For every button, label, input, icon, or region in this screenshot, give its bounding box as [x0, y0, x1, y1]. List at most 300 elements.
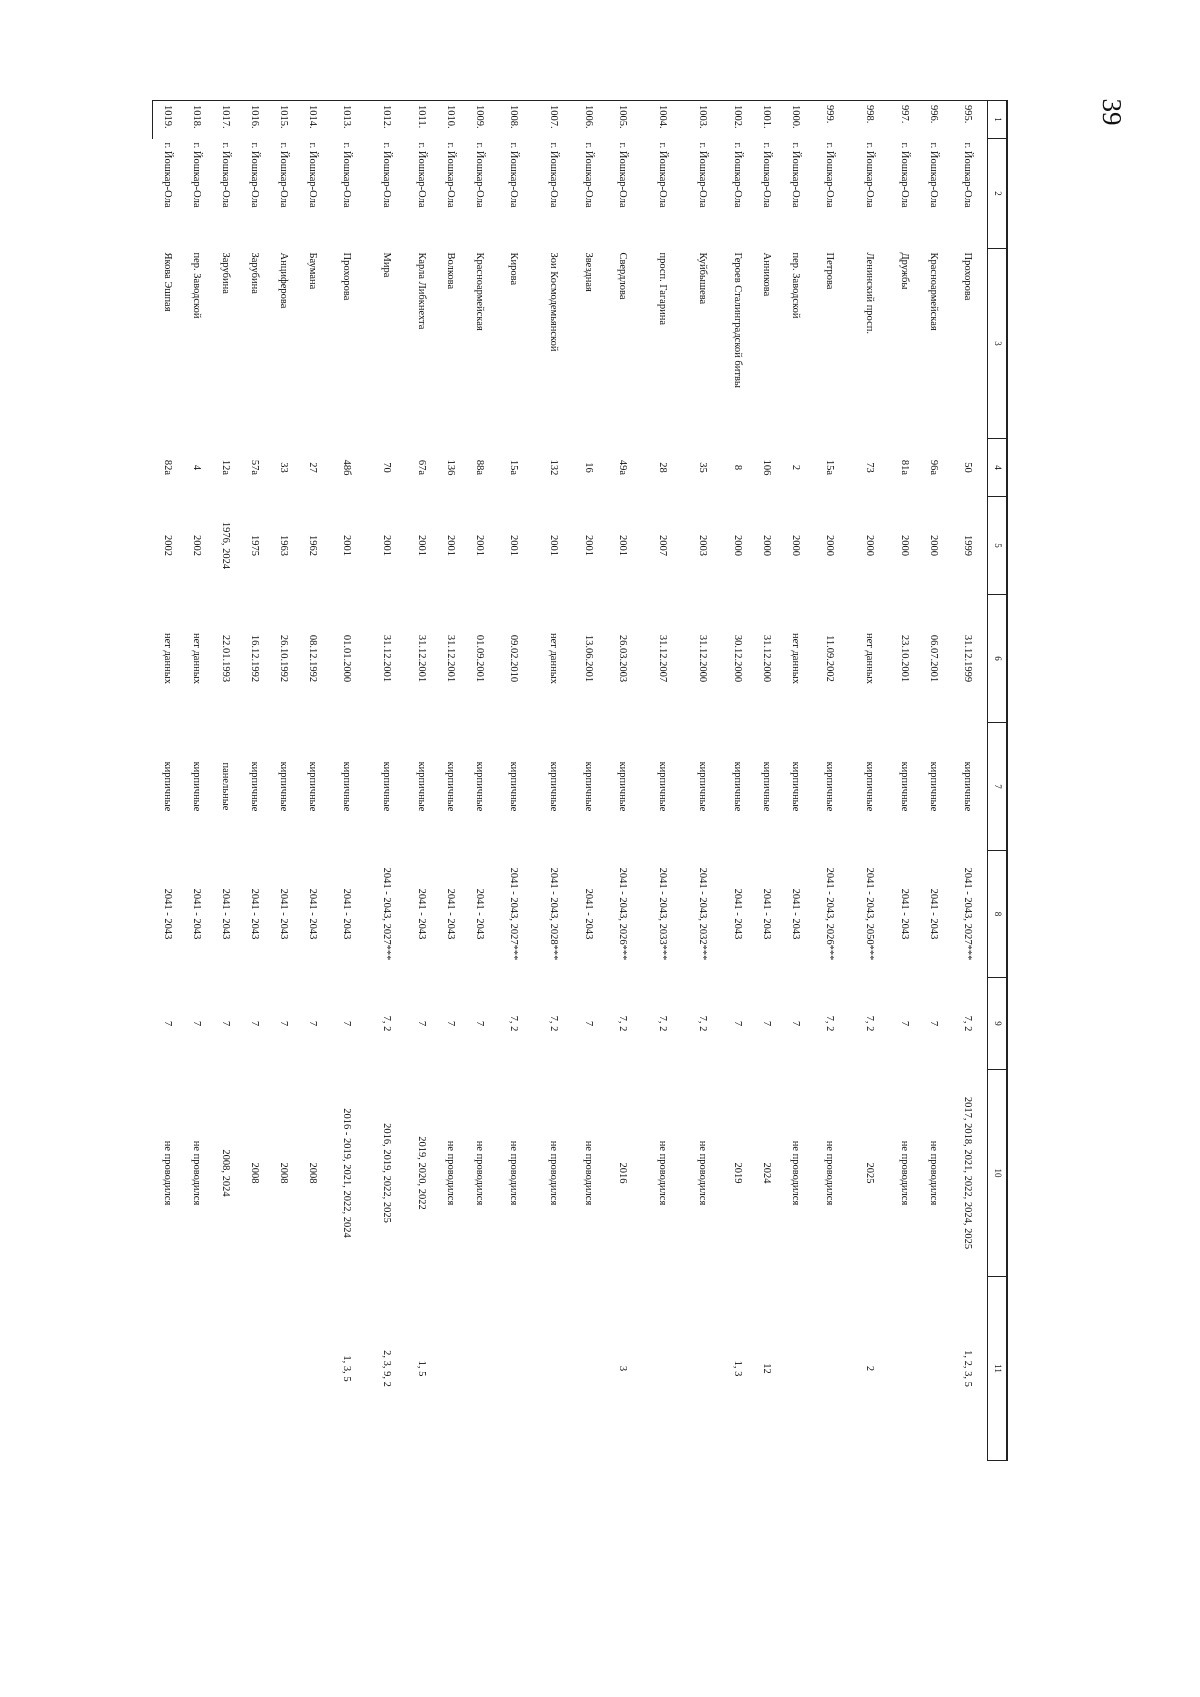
city-cell: г. Йошкар-Ола	[161, 142, 173, 208]
wall-material-cell: кирпичные	[381, 761, 393, 812]
date-cell: нет данных	[190, 632, 202, 685]
row-number-cell: 1011.	[407, 101, 436, 139]
house-number-cell: 27	[306, 462, 318, 473]
planned-period-cell: 2041 - 2043, 2027***	[508, 867, 520, 961]
column-10-cell: не проводился	[444, 1140, 456, 1206]
row-number-cell: 1003.	[683, 101, 723, 139]
wall-material-cell: кирпичные	[277, 761, 289, 812]
column-9-cell: 7	[444, 1020, 456, 1027]
house-number-cell: 16	[582, 462, 594, 473]
wall-material-cell: кирпичные	[473, 761, 485, 812]
row-number-cell: 1005.	[603, 101, 643, 139]
year-cell: 2001	[582, 535, 594, 556]
wall-material-cell: кирпичные	[415, 761, 427, 812]
year-cell: 2001	[444, 535, 456, 556]
city-cell: г. Йошкар-Ола	[697, 142, 709, 208]
city-cell: г. Йошкар-Ола	[760, 142, 772, 208]
year-cell: 2000	[731, 535, 743, 556]
street-cell: Зарубина	[219, 252, 231, 294]
house-number-cell: 73	[864, 462, 876, 473]
row-number-cell: 1017.	[211, 101, 240, 139]
planned-period-cell: 2041 - 2043	[341, 888, 353, 940]
wall-material-cell: кирпичные	[548, 761, 560, 812]
year-cell: 2001	[381, 535, 393, 556]
wall-material-cell: кирпичные	[962, 761, 974, 812]
street-cell: Героев Сталинградской битвы	[731, 252, 743, 388]
planned-period-cell: 2041 - 2043	[219, 888, 231, 940]
table-row	[298, 101, 327, 1461]
column-10-cell: 2016 - 2019, 2021, 2022, 2024	[341, 1108, 353, 1238]
year-cell: 1999	[962, 535, 974, 556]
house-number-cell: 106	[760, 459, 772, 476]
planned-period-cell: 2041 - 2043	[306, 888, 318, 940]
planned-period-cell: 2041 - 2043	[789, 888, 801, 940]
planned-period-cell: 2041 - 2043	[415, 888, 427, 940]
column-10-cell: не проводился	[161, 1140, 173, 1206]
column-header: 11	[988, 1277, 1008, 1461]
wall-material-cell: кирпичные	[306, 761, 318, 812]
column-10-cell: не проводился	[898, 1140, 910, 1206]
wall-material-cell: кирпичные	[927, 761, 939, 812]
column-10-cell: 2024	[760, 1162, 772, 1184]
row-number-cell: 1004.	[643, 101, 683, 139]
column-10-cell: 2008	[306, 1162, 318, 1184]
street-cell: Дружбы	[898, 252, 910, 290]
column-11-cell	[269, 1277, 298, 1461]
house-number-cell: 81а	[898, 459, 910, 476]
row-number-cell: 1009.	[465, 101, 494, 139]
date-cell: 30.12.2000	[731, 634, 743, 683]
planned-period-cell: 2041 - 2043	[190, 888, 202, 940]
column-9-cell: 7, 2	[864, 1015, 876, 1032]
column-9-cell: 7, 2	[697, 1015, 709, 1032]
city-cell: г. Йошкар-Ола	[306, 142, 318, 208]
table-row	[810, 101, 850, 1461]
table-row	[367, 101, 407, 1461]
street-cell: Красноармейская	[927, 252, 939, 331]
row-number-cell: 998.	[850, 101, 890, 139]
wall-material-cell: кирпичные	[444, 761, 456, 812]
wall-material-cell: кирпичные	[508, 761, 520, 812]
column-9-cell: 7, 2	[962, 1015, 974, 1032]
column-10-cell: не проводился	[582, 1140, 594, 1206]
column-11-cell	[890, 1277, 919, 1461]
date-cell: нет данных	[864, 632, 876, 685]
year-cell: 1976, 2024	[219, 521, 231, 570]
table-row	[723, 101, 752, 1461]
column-11-cell: 2	[864, 1365, 876, 1372]
wall-material-cell: кирпичные	[582, 761, 594, 812]
column-9-cell: 7	[190, 1020, 202, 1027]
column-11-cell	[182, 1277, 211, 1461]
date-cell: нет данных	[789, 632, 801, 685]
table-row	[574, 101, 603, 1461]
column-10-cell: не проводился	[824, 1140, 836, 1206]
table-row	[683, 101, 723, 1461]
column-11-cell: 1, 3, 5	[341, 1355, 353, 1382]
column-11-cell: 3	[617, 1365, 629, 1372]
column-header: 6	[988, 595, 1008, 723]
planned-period-cell: 2041 - 2043, 2026***	[617, 867, 629, 961]
street-cell: просп. Гагарина	[657, 252, 669, 325]
year-cell: 2000	[824, 535, 836, 556]
street-cell: Волкова	[444, 252, 456, 290]
street-cell: Ленинский просп.	[864, 252, 876, 334]
housing-register-table	[152, 100, 1008, 1461]
date-cell: 06.07.2001	[927, 634, 939, 683]
column-11-cell	[240, 1277, 269, 1461]
date-cell: нет данных	[548, 632, 560, 685]
planned-period-cell: 2041 - 2043	[161, 888, 173, 940]
year-cell: 1975	[248, 535, 260, 556]
year-cell: 2000	[864, 535, 876, 556]
column-9-cell: 7	[473, 1020, 485, 1027]
column-10-cell: не проводился	[473, 1140, 485, 1206]
column-11-cell	[153, 1277, 182, 1461]
column-9-cell: 7	[219, 1020, 231, 1027]
city-cell: г. Йошкар-Ола	[444, 142, 456, 208]
date-cell: 31.12.2007	[657, 634, 669, 683]
year-cell: 1962	[306, 535, 318, 556]
row-number-cell: 1016.	[240, 101, 269, 139]
street-cell: Прохорова	[341, 252, 353, 301]
year-cell: 2001	[473, 535, 485, 556]
year-cell: 2007	[657, 535, 669, 556]
row-number-cell: 999.	[810, 101, 850, 139]
table-row	[269, 101, 298, 1461]
column-10-cell: 2016, 2019, 2022, 2025	[381, 1123, 393, 1223]
row-number-cell: 1014.	[298, 101, 327, 139]
column-9-cell: 7	[898, 1020, 910, 1027]
wall-material-cell: кирпичные	[864, 761, 876, 812]
date-cell: 08.12.1992	[306, 634, 318, 683]
rotated-table-container	[161, 100, 1008, 1460]
column-11-cell	[465, 1277, 494, 1461]
column-header: 4	[988, 439, 1008, 497]
house-number-cell: 49а	[617, 459, 629, 476]
row-number-cell: 1002.	[723, 101, 752, 139]
street-cell: Красноармейская	[473, 252, 485, 331]
planned-period-cell: 2041 - 2043, 2033***	[657, 867, 669, 961]
city-cell: г. Йошкар-Ола	[473, 142, 485, 208]
street-cell: Прохорова	[962, 252, 974, 301]
house-number-cell: 12а	[219, 459, 231, 476]
wall-material-cell: кирпичные	[341, 761, 353, 812]
column-10-cell: не проводился	[697, 1140, 709, 1206]
column-header: 2	[988, 139, 1008, 249]
column-11-cell	[298, 1277, 327, 1461]
row-number-cell: 1015.	[269, 101, 298, 139]
column-9-cell: 7, 2	[657, 1015, 669, 1032]
wall-material-cell: кирпичные	[248, 761, 260, 812]
column-9-cell: 7, 2	[508, 1015, 520, 1032]
column-11-cell: 1, 5	[415, 1360, 427, 1377]
house-number-cell: 33	[277, 462, 289, 473]
city-cell: г. Йошкар-Ола	[248, 142, 260, 208]
street-cell: Зои Космодемьянской	[548, 252, 560, 352]
year-cell: 2000	[760, 535, 772, 556]
wall-material-cell: панельные	[219, 762, 231, 811]
row-number-cell: 1000.	[781, 101, 810, 139]
planned-period-cell: 2041 - 2043, 2050***	[864, 867, 876, 961]
column-9-cell: 7	[582, 1020, 594, 1027]
column-9-cell: 7	[248, 1020, 260, 1027]
house-number-cell: 132	[548, 459, 560, 476]
year-cell: 2001	[617, 535, 629, 556]
row-number-cell: 995.	[948, 101, 988, 139]
date-cell: 26.03.2003	[617, 634, 629, 683]
house-number-cell: 67а	[415, 459, 427, 476]
column-9-cell: 7	[760, 1020, 772, 1027]
city-cell: г. Йошкар-Ола	[962, 142, 974, 208]
table-row	[436, 101, 465, 1461]
wall-material-cell: кирпичные	[731, 761, 743, 812]
city-cell: г. Йошкар-Ола	[548, 142, 560, 208]
table-row	[153, 101, 182, 1461]
house-number-cell: 15а	[824, 459, 836, 476]
column-header: 5	[988, 497, 1008, 595]
date-cell: 23.10.2001	[898, 634, 910, 683]
table-row	[948, 101, 988, 1461]
planned-period-cell: 2041 - 2043, 2032***	[697, 867, 709, 961]
wall-material-cell: кирпичные	[617, 761, 629, 812]
planned-period-cell: 2041 - 2043, 2026***	[824, 867, 836, 961]
column-9-cell: 7, 2	[617, 1015, 629, 1032]
planned-period-cell: 2041 - 2043	[277, 888, 289, 940]
table-row	[211, 101, 240, 1461]
year-cell: 2000	[789, 535, 801, 556]
street-cell: Звездная	[582, 252, 594, 292]
column-11-cell	[211, 1277, 240, 1461]
column-9-cell: 7, 2	[824, 1015, 836, 1032]
house-number-cell: 96а	[927, 459, 939, 476]
house-number-cell: 50	[962, 462, 974, 473]
column-10-cell: не проводился	[548, 1140, 560, 1206]
street-cell: Карла Либкнехта	[415, 252, 427, 330]
column-10-cell: 2008, 2024	[219, 1149, 231, 1197]
column-11-cell	[436, 1277, 465, 1461]
street-cell: Петрова	[824, 252, 836, 290]
table-row	[494, 101, 534, 1461]
planned-period-cell: 2041 - 2043	[760, 888, 772, 940]
planned-period-cell: 2041 - 2043, 2028***	[548, 867, 560, 961]
column-10-cell: не проводился	[508, 1140, 520, 1206]
column-9-cell: 7	[306, 1020, 318, 1027]
column-10-cell: 2008	[248, 1162, 260, 1184]
row-number-cell: 1007.	[534, 101, 574, 139]
date-cell: 01.01.2000	[341, 634, 353, 683]
row-number-cell: 1008.	[494, 101, 534, 139]
column-10-cell: 2017, 2018, 2021, 2022, 2024, 2025	[962, 1096, 974, 1250]
table-body	[153, 101, 988, 1461]
city-cell: г. Йошкар-Ола	[898, 142, 910, 208]
house-number-cell: 4	[190, 464, 202, 471]
date-cell: 11.09.2002	[824, 635, 836, 682]
street-cell: пер. Заводской	[789, 252, 801, 319]
column-9-cell: 7	[927, 1020, 939, 1027]
year-cell: 1963	[277, 535, 289, 556]
column-9-cell: 7	[277, 1020, 289, 1027]
city-cell: г. Йошкар-Ола	[731, 142, 743, 208]
column-9-cell: 7, 2	[381, 1015, 393, 1032]
city-cell: г. Йошкар-Ола	[219, 142, 231, 208]
column-number-header-row	[988, 101, 1008, 1461]
city-cell: г. Йошкар-Ола	[582, 142, 594, 208]
row-number-cell: 1013.	[327, 101, 367, 139]
column-10-cell: 2019	[731, 1162, 743, 1184]
column-11-cell: 1, 2, 3, 5	[962, 1350, 974, 1387]
city-cell: г. Йошкар-Ола	[341, 142, 353, 208]
planned-period-cell: 2041 - 2043	[898, 888, 910, 940]
date-cell: 31.12.1999	[962, 634, 974, 683]
wall-material-cell: кирпичные	[789, 761, 801, 812]
column-10-cell: не проводился	[190, 1140, 202, 1206]
column-11-cell	[810, 1277, 850, 1461]
date-cell: 26.10.1992	[277, 634, 289, 683]
row-number-cell: 996.	[919, 101, 948, 139]
house-number-cell: 57а	[248, 459, 260, 476]
column-10-cell: не проводился	[657, 1140, 669, 1206]
table-row	[919, 101, 948, 1461]
city-cell: г. Йошкар-Ола	[864, 142, 876, 208]
house-number-cell: 28	[657, 462, 669, 473]
year-cell: 2001	[508, 535, 520, 556]
wall-material-cell: кирпичные	[697, 761, 709, 812]
column-10-cell: 2019, 2020, 2022	[415, 1136, 427, 1210]
table-row	[752, 101, 781, 1461]
house-number-cell: 136	[444, 459, 456, 476]
city-cell: г. Йошкар-Ола	[927, 142, 939, 208]
year-cell: 2002	[161, 535, 173, 556]
column-10-cell: не проводился	[927, 1140, 939, 1206]
column-header: 7	[988, 723, 1008, 851]
date-cell: 22.01.1993	[219, 634, 231, 683]
wall-material-cell: кирпичные	[824, 761, 836, 812]
table-row	[327, 101, 367, 1461]
house-number-cell: 88а	[473, 459, 485, 476]
date-cell: 16.12.1992	[248, 634, 260, 683]
house-number-cell: 2	[789, 464, 801, 471]
column-11-cell	[683, 1277, 723, 1461]
column-10-cell: не проводился	[789, 1140, 801, 1206]
table-row	[603, 101, 643, 1461]
column-11-cell: 2, 3, 9, 2	[381, 1350, 393, 1387]
row-number-cell: 1001.	[752, 101, 781, 139]
row-number-cell: 1012.	[367, 101, 407, 139]
column-11-cell	[919, 1277, 948, 1461]
street-cell: Зарубина	[248, 252, 260, 294]
column-header: 3	[988, 249, 1008, 439]
year-cell: 2001	[415, 535, 427, 556]
house-number-cell: 8	[731, 464, 743, 471]
street-cell: Анциферова	[277, 252, 289, 309]
city-cell: г. Йошкар-Ола	[415, 142, 427, 208]
date-cell: 13.06.2001	[582, 634, 594, 683]
city-cell: г. Йошкар-Ола	[789, 142, 801, 208]
city-cell: г. Йошкар-Ола	[508, 142, 520, 208]
column-11-cell	[781, 1277, 810, 1461]
table-row	[643, 101, 683, 1461]
column-header: 9	[988, 978, 1008, 1070]
planned-period-cell: 2041 - 2043	[731, 888, 743, 940]
planned-period-cell: 2041 - 2043	[927, 888, 939, 940]
planned-period-cell: 2041 - 2043, 2027***	[962, 867, 974, 961]
table-row	[534, 101, 574, 1461]
date-cell: 31.12.2000	[760, 634, 772, 683]
date-cell: 31.12.2000	[697, 634, 709, 683]
date-cell: 31.12.2001	[444, 634, 456, 683]
table-row	[465, 101, 494, 1461]
column-9-cell: 7	[731, 1020, 743, 1027]
street-cell: Баумана	[306, 252, 318, 290]
city-cell: г. Йошкар-Ола	[381, 142, 393, 208]
street-cell: Свердлова	[617, 252, 629, 300]
planned-period-cell: 2041 - 2043	[444, 888, 456, 940]
street-cell: Кирова	[508, 252, 520, 286]
planned-period-cell: 2041 - 2043	[248, 888, 260, 940]
house-number-cell: 15а	[508, 459, 520, 476]
column-header: 8	[988, 851, 1008, 978]
column-header: 10	[988, 1070, 1008, 1277]
date-cell: 09.02.2010	[508, 634, 520, 683]
wall-material-cell: кирпичные	[760, 761, 772, 812]
column-11-cell	[574, 1277, 603, 1461]
row-number-cell: 1010.	[436, 101, 465, 139]
wall-material-cell: кирпичные	[898, 761, 910, 812]
date-cell: 01.09.2001	[473, 634, 485, 683]
row-number-cell: 1018.	[182, 101, 211, 139]
date-cell: 31.12.2001	[415, 634, 427, 683]
column-10-cell: 2025	[864, 1162, 876, 1184]
year-cell: 2001	[548, 535, 560, 556]
row-number-cell: 1019.	[153, 101, 182, 139]
date-cell: 31.12.2001	[381, 634, 393, 683]
table-row	[182, 101, 211, 1461]
house-number-cell: 70	[381, 462, 393, 473]
year-cell: 2000	[927, 535, 939, 556]
row-number-cell: 997.	[890, 101, 919, 139]
column-9-cell: 7	[341, 1020, 353, 1027]
year-cell: 2003	[697, 535, 709, 556]
wall-material-cell: кирпичные	[161, 761, 173, 812]
column-11-cell: 12	[760, 1363, 772, 1374]
table-row	[850, 101, 890, 1461]
column-11-cell	[534, 1277, 574, 1461]
row-number-cell: 1006.	[574, 101, 603, 139]
page-number: 39	[1097, 98, 1127, 126]
city-cell: г. Йошкар-Ола	[617, 142, 629, 208]
column-9-cell: 7, 2	[548, 1015, 560, 1032]
street-cell: пер. Заводской	[190, 252, 202, 319]
year-cell: 2001	[341, 535, 353, 556]
table-row	[240, 101, 269, 1461]
column-11-cell: 1, 3	[731, 1360, 743, 1377]
column-11-cell	[643, 1277, 683, 1461]
city-cell: г. Йошкар-Ола	[190, 142, 202, 208]
street-cell: Мира	[381, 252, 393, 278]
date-cell: нет данных	[161, 632, 173, 685]
column-10-cell: 2016	[617, 1162, 629, 1184]
column-11-cell	[494, 1277, 534, 1461]
table-row	[781, 101, 810, 1461]
column-9-cell: 7	[415, 1020, 427, 1027]
planned-period-cell: 2041 - 2043, 2027***	[381, 867, 393, 961]
wall-material-cell: кирпичные	[190, 761, 202, 812]
city-cell: г. Йошкар-Ола	[277, 142, 289, 208]
year-cell: 2002	[190, 535, 202, 556]
street-cell: Куйбышева	[697, 252, 709, 305]
street-cell: Анникова	[760, 252, 772, 297]
